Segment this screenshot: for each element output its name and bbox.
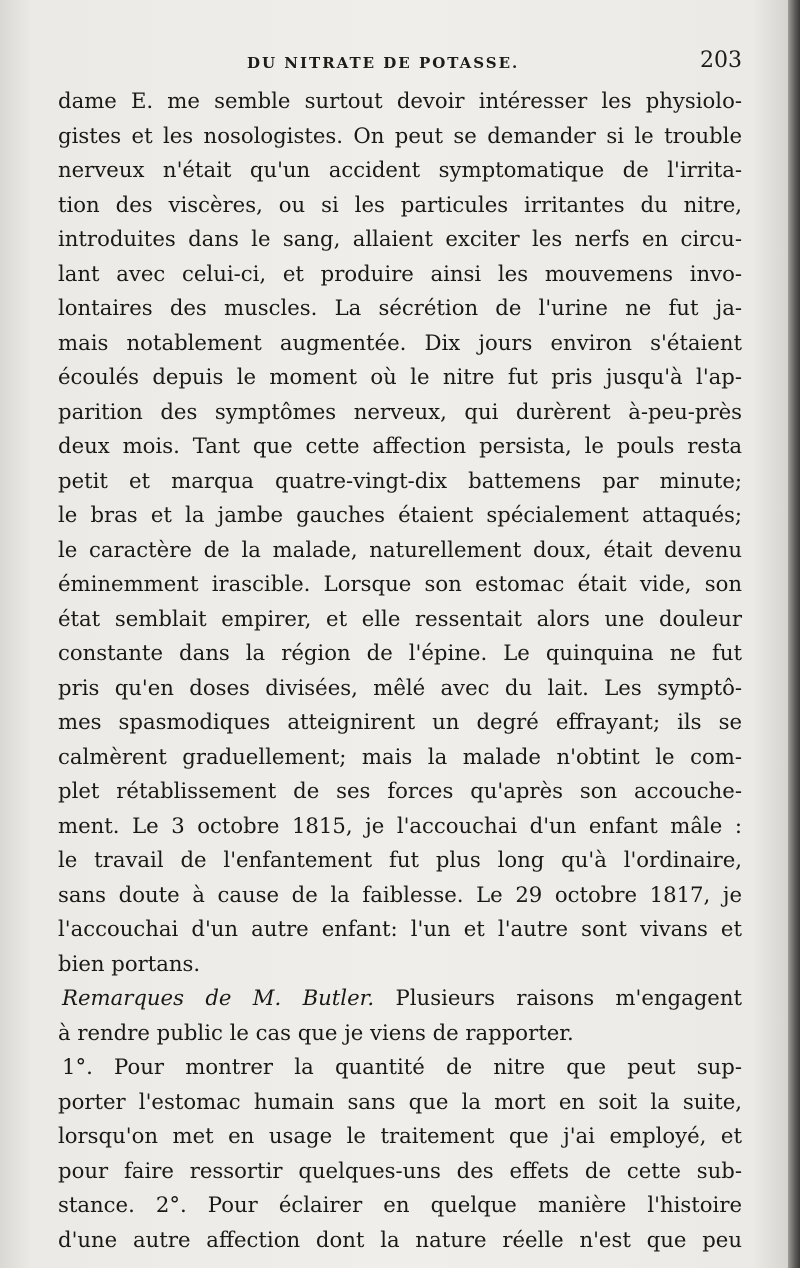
text-line: introduites dans le sang, allaient exciter les nerfs en circu- (58, 226, 742, 251)
text-line: pour faire ressortir quelques-uns des effets de cette sub- (58, 1157, 742, 1183)
remarks-line1-rest: Plusieurs raisons m'engagent (374, 985, 742, 1010)
text-line: nerveux n'était qu'un accident symptomatique de l'irrita- (58, 157, 742, 182)
text-line: état semblait empirer, et elle ressentait alors une douleur (58, 605, 742, 631)
text-line: parition des symptômes nerveux, qui durèrent à-peu-près (58, 398, 742, 424)
running-head-title: DU NITRATE DE POTASSE. (247, 54, 520, 72)
text-line: écoulés depuis le moment où le nitre fut pris jusqu'à l'ap- (58, 364, 742, 389)
text-line: dame E. me semble surtout devoir intéresser les physiolo- (58, 88, 742, 113)
text-line: stance. 2°. Pour éclairer en quelque manière l'histoire (58, 1192, 742, 1217)
remarks-first-line (58, 981, 742, 1016)
text-line: tion des viscères, ou si les particules irritantes du nitre, (58, 191, 742, 217)
text-line: l'accouchai d'un autre enfant: l'un et l'autre sont vivans et (58, 916, 742, 941)
text-line: calmèrent graduellement; mais la malade n'obtint le com- (58, 743, 742, 769)
text-line: pris qu'en doses divisées, mêlé avec du lait. Les symptô- (58, 674, 742, 700)
text-line: le travail de l'enfantement fut plus long qu'à l'ordinaire, (58, 847, 742, 872)
text-line: mes spasmodiques atteignirent un degré effrayant; ils se (58, 709, 742, 734)
text-line: éminemment irascible. Lorsque son estomac était vide, son (58, 571, 742, 596)
text-line: sans doute à cause de la faiblesse. Le 29 octobre 1817, je (58, 881, 742, 907)
text-line: petit et marqua quatre-vingt-dix battemens par minute; (58, 467, 742, 493)
text-line: bien portans. (58, 950, 201, 976)
text-line: lorsqu'on met en usage le traitement que j'ai employé, et (58, 1123, 742, 1148)
text-line: 1°. Pour montrer la quantité de nitre que peut sup- (62, 1054, 742, 1079)
text-line: mais notablement augmentée. Dix jours environ s'étaient (58, 329, 742, 355)
text-line: à rendre public le cas que je viens de rapporter. (58, 1019, 574, 1045)
page-number: 203 (700, 48, 742, 73)
text-line: constante dans la région de l'épine. Le quinquina ne fut (58, 640, 742, 665)
body-text (58, 84, 742, 1257)
text-line: ment. Le 3 octobre 1815, je l'accouchai d'un enfant mâle : (58, 812, 742, 838)
text-line: lant avec celui-ci, et produire ainsi les mouvemens invo- (58, 260, 742, 286)
remarks-heading: Remarques de M. Butler. (62, 985, 375, 1010)
text-line: gistes et les nosologistes. On peut se demander si le trouble (58, 122, 742, 148)
text-line: le bras et la jambe gauches étaient spécialement attaqués; (58, 502, 742, 527)
running-head (57, 48, 742, 78)
text-line: le caractère de la malade, naturellement doux, était devenu (58, 536, 742, 562)
text-line: plet rétablissement de ses forces qu'après son accouche- (58, 778, 742, 803)
text-line: deux mois. Tant que cette affection persista, le pouls resta (58, 433, 742, 458)
page-edge-shadow (788, 0, 800, 1268)
text-line: porter l'estomac humain sans que la mort en soit la suite, (58, 1088, 742, 1114)
text-line: d'une autre affection dont la nature réelle n'est que peu (58, 1226, 742, 1252)
text-line: lontaires des muscles. La sécrétion de l'urine ne fut ja- (58, 295, 742, 320)
